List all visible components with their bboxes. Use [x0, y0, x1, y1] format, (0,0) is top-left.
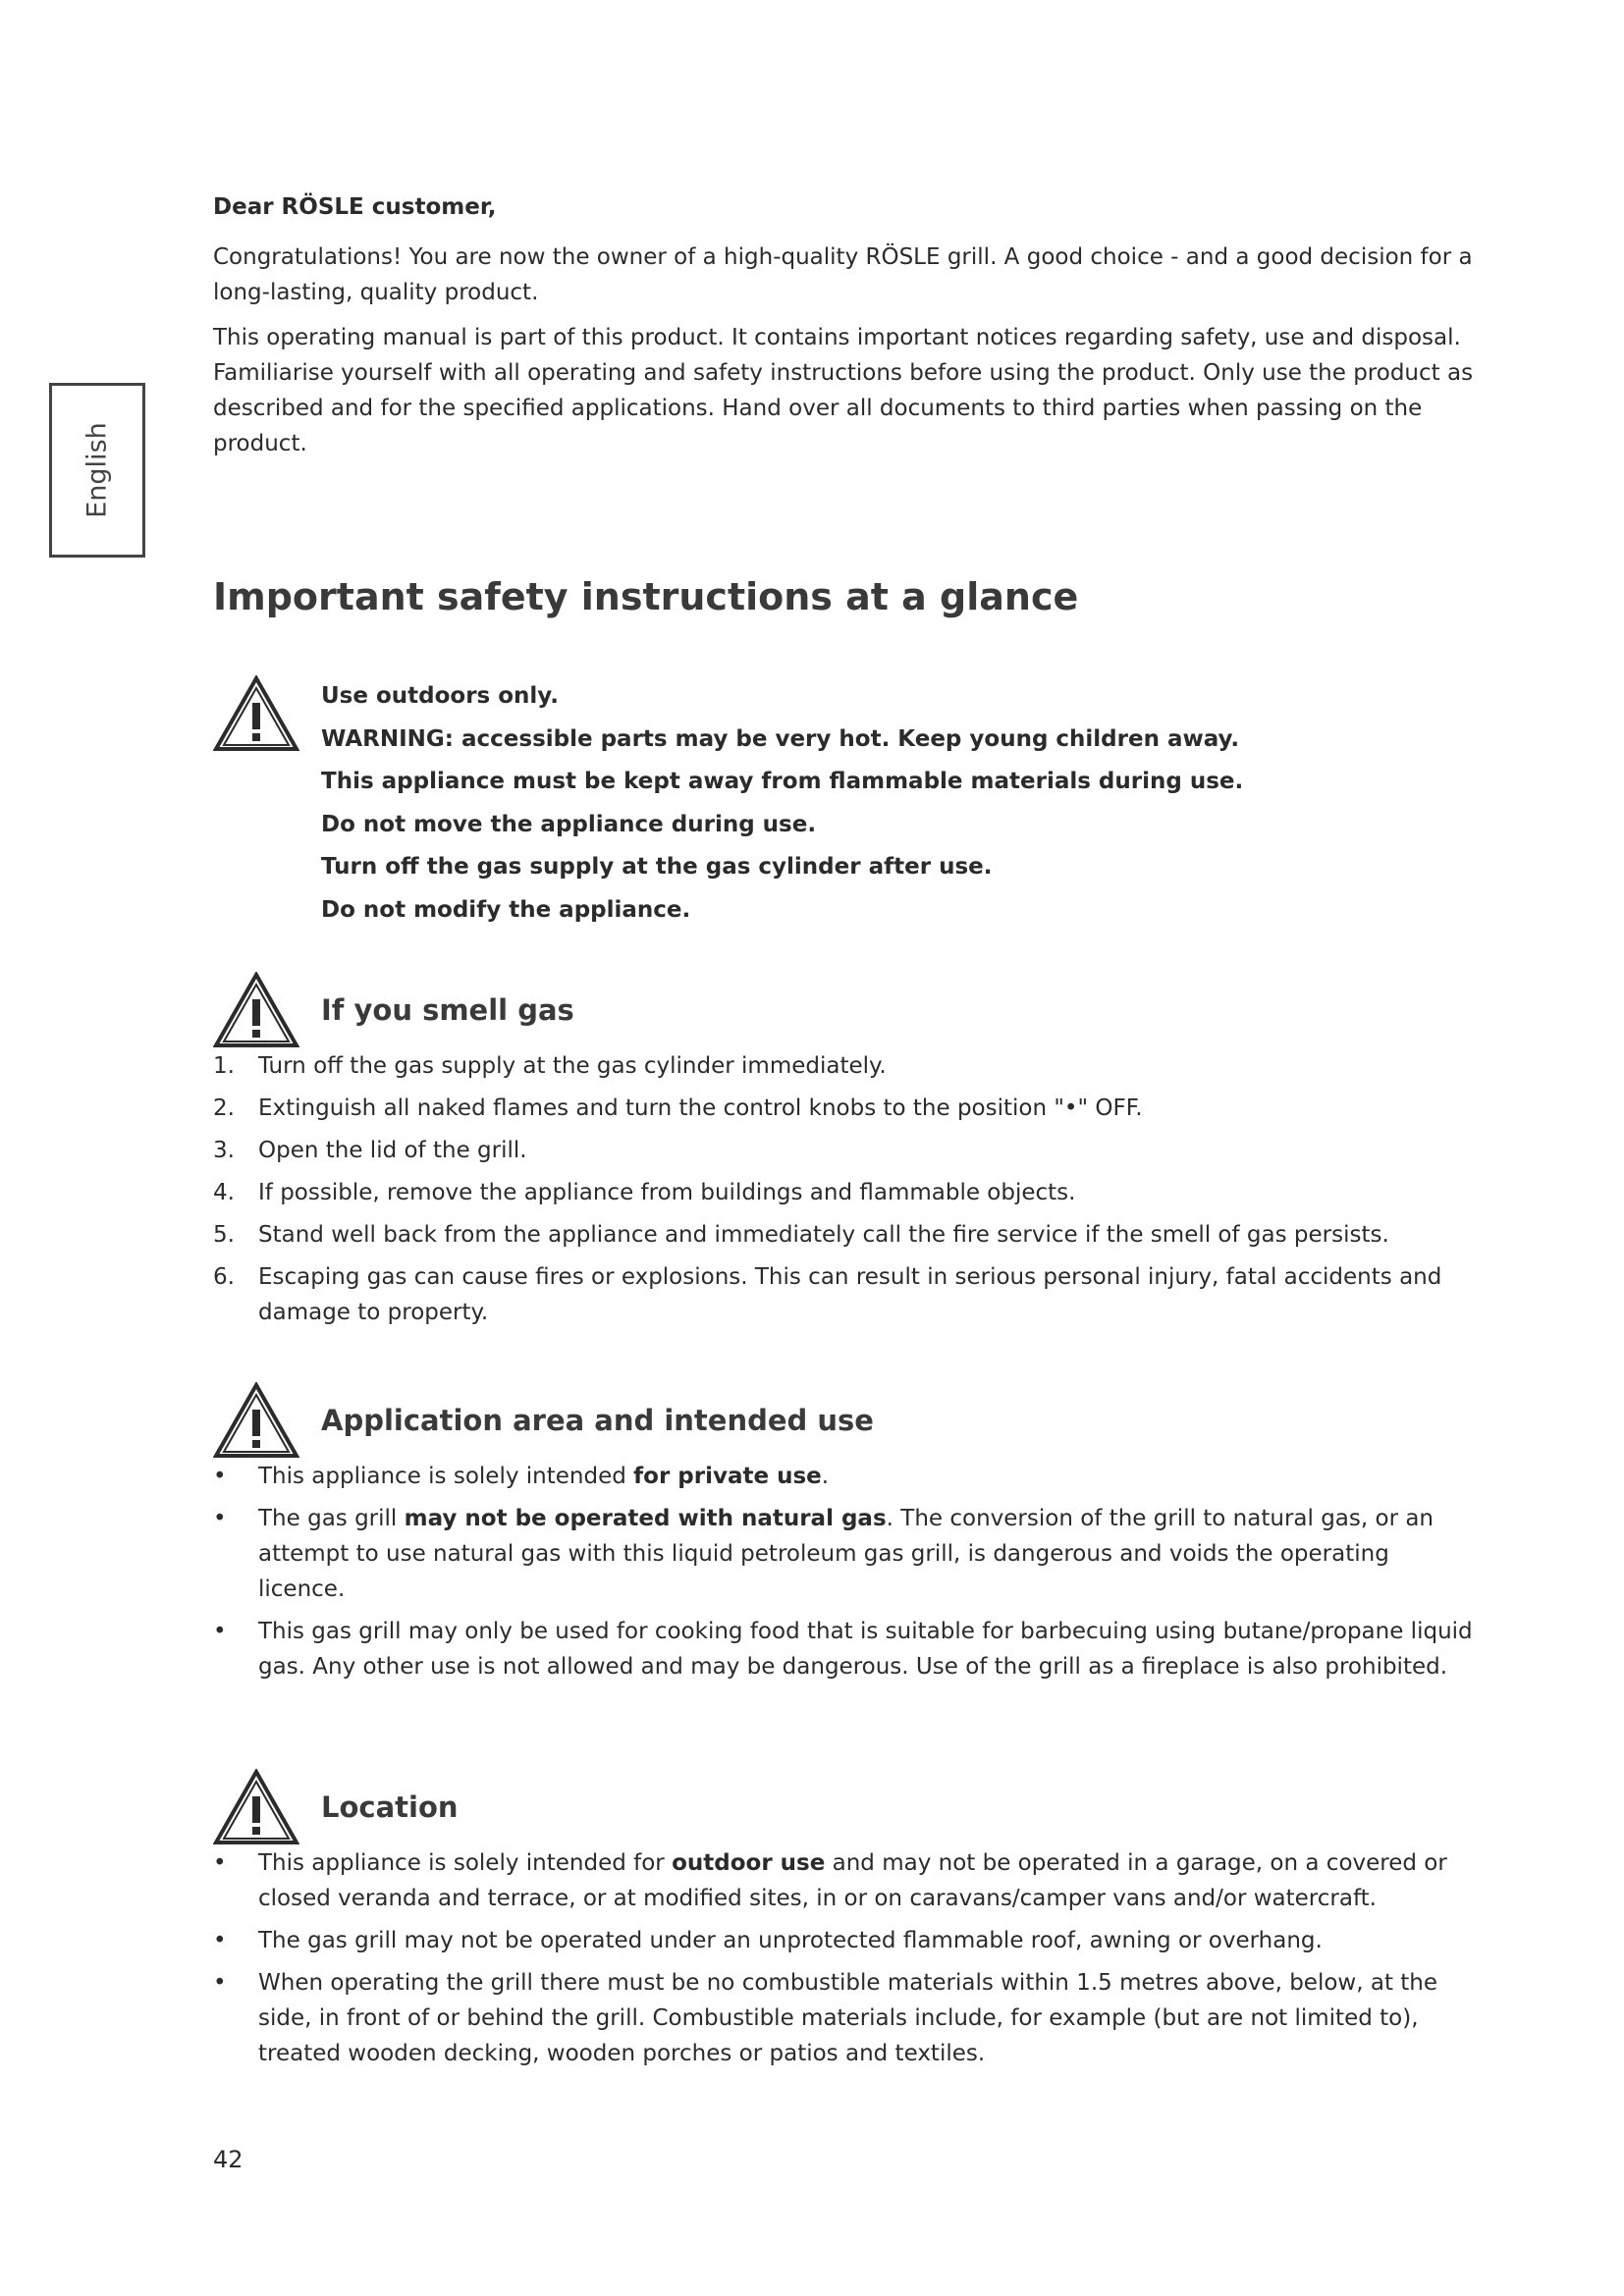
list-item: [213, 1091, 1480, 1126]
bullet-list: [213, 1459, 1480, 1684]
section-header: [213, 972, 1480, 1048]
section-title: Location: [321, 1790, 459, 1824]
numbered-list: [213, 1048, 1480, 1330]
page-title: Important safety instructions at a glance: [213, 575, 1079, 618]
warning-lines: [321, 675, 1243, 933]
warning-line: Do not move the appliance during use.: [321, 811, 817, 837]
warning-icon: [213, 675, 299, 752]
item-text: Open the lid of the grill.: [258, 1138, 527, 1163]
list-item: [213, 1175, 1480, 1210]
section-location: [213, 1769, 1480, 2078]
item-text: If possible, remove the appliance from buildings and flammable objects.: [258, 1180, 1076, 1205]
warning-line: Do not modify the appliance.: [321, 896, 691, 923]
intro: [213, 194, 1480, 461]
greeting: Dear RÖSLE customer,: [213, 194, 497, 220]
item-text: This gas grill may only be used for cooking food that is suitable for barbecuing using butane/propane liquid gas. Any other use is not allowed and may be dangerous. Use of the grill as a fireplace is also prohibited.: [258, 1619, 1473, 1680]
emphasis-text: for private use: [633, 1464, 822, 1489]
page-number: 42: [213, 2146, 244, 2173]
list-marker: 1.: [213, 1053, 235, 1079]
warning-line: Use outdoors only.: [321, 683, 559, 709]
warning-line: WARNING: accessible parts may be very hot. Keep young children away.: [321, 725, 1240, 752]
list-marker: •: [213, 1464, 227, 1489]
item-text: The gas grill: [258, 1506, 405, 1531]
item-text: Turn off the gas supply at the gas cylinder immediately.: [258, 1053, 887, 1079]
list-marker: 5.: [213, 1222, 235, 1248]
list-item: [213, 1614, 1480, 1684]
list-marker: 3.: [213, 1138, 235, 1163]
warning-line: Turn off the gas supply at the gas cylinder after use.: [321, 854, 993, 881]
item-text: Stand well back from the appliance and immediately call the fire service if the smell of gas persists.: [258, 1222, 1389, 1248]
language-tab-label: English: [81, 422, 113, 518]
section-title: If you smell gas: [321, 993, 574, 1027]
list-item: [213, 1217, 1480, 1253]
intro-paragraph: Congratulations! You are now the owner of a high-quality RÖSLE grill. A good choice - and a good decision for a long-lasting, quality product.: [213, 244, 1473, 305]
list-marker: •: [213, 1850, 227, 1876]
list-marker: •: [213, 1928, 227, 1953]
list-marker: 6.: [213, 1264, 235, 1290]
item-text: This appliance is solely intended: [258, 1464, 634, 1489]
list-item: [213, 1923, 1480, 1958]
warning-icon: [213, 1769, 299, 1845]
list-item: [213, 1259, 1480, 1330]
item-text: . The conversion of the grill to natural gas, or an attempt to use natural gas with this liquid petroleum gas grill, is dangerous and voids the operating licence.: [258, 1506, 1435, 1602]
list-marker: •: [213, 1970, 227, 1996]
section-header: [213, 1382, 1480, 1459]
warning-icon: [213, 972, 299, 1048]
section-intended-use: [213, 1382, 1480, 1691]
item-text: Extinguish all naked flames and turn the control knobs to the position "•" OFF.: [258, 1095, 1143, 1121]
list-item: [213, 1133, 1480, 1168]
list-marker: 4.: [213, 1180, 235, 1205]
intro-paragraph: This operating manual is part of this product. It contains important notices regarding safety, use and disposal. Familiarise yourself with all operating and safety instructions before using the product. Only use the product as described and for the specified applications. Hand over all documents to third parties when passing on the product.: [213, 325, 1474, 456]
item-text: When operating the grill there must be no combustible materials within 1.5 metres above, below, at the side, in front of or behind the grill. Combustible materials include, for example (but are not limited to), treated wooden decking, wooden porches or patios and textiles.: [258, 1970, 1438, 2066]
item-text: This appliance is solely intended for: [258, 1850, 673, 1876]
language-tab: [49, 383, 145, 558]
list-item: [213, 1965, 1480, 2071]
list-item: [213, 1501, 1480, 1607]
warning-icon: [213, 1382, 299, 1459]
emphasis-text: may not be operated with natural gas: [404, 1506, 887, 1531]
warning-line: This appliance must be kept away from flammable materials during use.: [321, 769, 1244, 795]
list-item: [213, 1048, 1480, 1084]
item-text: The gas grill may not be operated under an unprotected flammable roof, awning or overhang.: [258, 1928, 1323, 1953]
list-item: [213, 1459, 1480, 1494]
list-marker: 2.: [213, 1095, 235, 1121]
section-title: Application area and intended use: [321, 1404, 874, 1437]
page-content: [213, 194, 1480, 2066]
emphasis-text: outdoor use: [672, 1850, 826, 1876]
list-marker: •: [213, 1506, 227, 1531]
list-item: [213, 1845, 1480, 1916]
list-marker: •: [213, 1619, 227, 1644]
bullet-list: [213, 1845, 1480, 2071]
section-header: [213, 1769, 1480, 1845]
item-text: and may not be operated in a garage, on a covered or closed veranda and terrace, or at modified sites, in or on caravans/camper vans and/or watercraft.: [258, 1850, 1447, 1911]
item-text: Escaping gas can cause fires or explosions. This can result in serious personal injury, fatal accidents and damage to property.: [258, 1264, 1442, 1325]
item-text: .: [821, 1464, 830, 1489]
section-smell-gas: [213, 972, 1480, 1337]
